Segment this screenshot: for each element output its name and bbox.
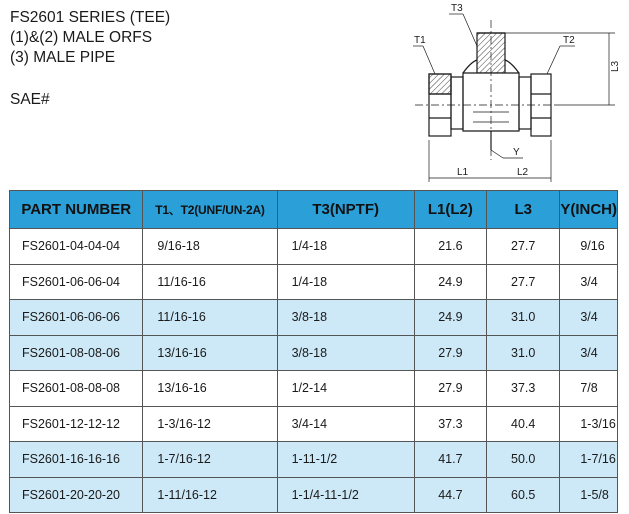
table-row xyxy=(10,477,618,513)
t1-t2-cell: 13/16-16 xyxy=(143,371,277,407)
l1-l2-cell: 24.9 xyxy=(414,264,486,300)
col-t3: T3(NPTF) xyxy=(277,191,414,229)
table-row xyxy=(10,442,618,478)
tee-fitting-drawing xyxy=(405,0,627,184)
l1-l2-cell: 41.7 xyxy=(414,442,486,478)
t3-cell: 1/4-18 xyxy=(277,229,414,265)
branch-description: (3) MALE PIPE xyxy=(10,49,116,66)
table-header-row xyxy=(10,191,618,229)
table-row xyxy=(10,406,618,442)
series-title: FS2601 SERIES (TEE) xyxy=(10,9,171,26)
label-l3: L3 xyxy=(610,60,621,72)
y-cell: 1-3/16 xyxy=(560,406,618,442)
t3-cell: 1-1/4-11-1/2 xyxy=(277,477,414,513)
l3-cell: 50.0 xyxy=(487,442,560,478)
part-number-cell: FS2601-06-06-04 xyxy=(10,264,143,300)
t3-cell: 3/8-18 xyxy=(277,300,414,336)
label-t2: T2 xyxy=(563,35,575,46)
t1-t2-cell: 11/16-16 xyxy=(143,300,277,336)
y-cell: 9/16 xyxy=(560,229,618,265)
l1-l2-cell: 27.9 xyxy=(414,371,486,407)
table-row xyxy=(10,229,618,265)
l1-l2-cell: 24.9 xyxy=(414,300,486,336)
y-cell: 1-7/16 xyxy=(560,442,618,478)
t1-t2-cell: 13/16-16 xyxy=(143,335,277,371)
t3-cell: 1/2-14 xyxy=(277,371,414,407)
col-y: Y(INCH) xyxy=(560,191,618,229)
y-cell: 3/4 xyxy=(560,335,618,371)
col-part-number: PART NUMBER xyxy=(10,191,143,229)
y-cell: 3/4 xyxy=(560,264,618,300)
part-number-cell: FS2601-06-06-06 xyxy=(10,300,143,336)
y-cell: 7/8 xyxy=(560,371,618,407)
l3-cell: 60.5 xyxy=(487,477,560,513)
spec-table xyxy=(9,190,618,513)
part-number-cell: FS2601-08-08-08 xyxy=(10,371,143,407)
l1-l2-cell: 44.7 xyxy=(414,477,486,513)
t1-t2-cell: 11/16-16 xyxy=(143,264,277,300)
l3-cell: 27.7 xyxy=(487,229,560,265)
part-number-cell: FS2601-08-08-06 xyxy=(10,335,143,371)
l3-cell: 31.0 xyxy=(487,335,560,371)
col-l1-l2: L1(L2) xyxy=(414,191,486,229)
t3-cell: 1-11-1/2 xyxy=(277,442,414,478)
left-thread xyxy=(429,74,451,94)
l3-cell: 37.3 xyxy=(487,371,560,407)
col-l3: L3 xyxy=(487,191,560,229)
l3-cell: 31.0 xyxy=(487,300,560,336)
label-l2: L2 xyxy=(517,167,529,178)
t1-t2-cell: 1-11/16-12 xyxy=(143,477,277,513)
y-cell: 3/4 xyxy=(560,300,618,336)
table-row xyxy=(10,335,618,371)
t3-cell: 1/4-18 xyxy=(277,264,414,300)
table-row xyxy=(10,300,618,336)
title-block xyxy=(10,8,170,68)
label-y: Y xyxy=(513,147,520,158)
l1-l2-cell: 37.3 xyxy=(414,406,486,442)
part-number-cell: FS2601-12-12-12 xyxy=(10,406,143,442)
t1-t2-cell: 9/16-18 xyxy=(143,229,277,265)
label-l1: L1 xyxy=(457,167,469,178)
table-row xyxy=(10,264,618,300)
part-number-cell: FS2601-16-16-16 xyxy=(10,442,143,478)
t1-t2-cell: 1-3/16-12 xyxy=(143,406,277,442)
t1-t2-cell: 1-7/16-12 xyxy=(143,442,277,478)
col-t1-t2: T1、T2(UNF/UN-2A) xyxy=(143,191,277,229)
label-t3: T3 xyxy=(451,3,463,14)
part-number-cell: FS2601-20-20-20 xyxy=(10,477,143,513)
l3-cell: 27.7 xyxy=(487,264,560,300)
y-cell: 1-5/8 xyxy=(560,477,618,513)
ends-description: (1)&(2) MALE ORFS xyxy=(10,29,153,46)
part-number-cell: FS2601-04-04-04 xyxy=(10,229,143,265)
sae-label: SAE# xyxy=(10,91,50,108)
table-row xyxy=(10,371,618,407)
t3-cell: 3/8-18 xyxy=(277,335,414,371)
t3-cell: 3/4-14 xyxy=(277,406,414,442)
l1-l2-cell: 21.6 xyxy=(414,229,486,265)
l1-l2-cell: 27.9 xyxy=(414,335,486,371)
l3-cell: 40.4 xyxy=(487,406,560,442)
label-t1: T1 xyxy=(414,35,426,46)
